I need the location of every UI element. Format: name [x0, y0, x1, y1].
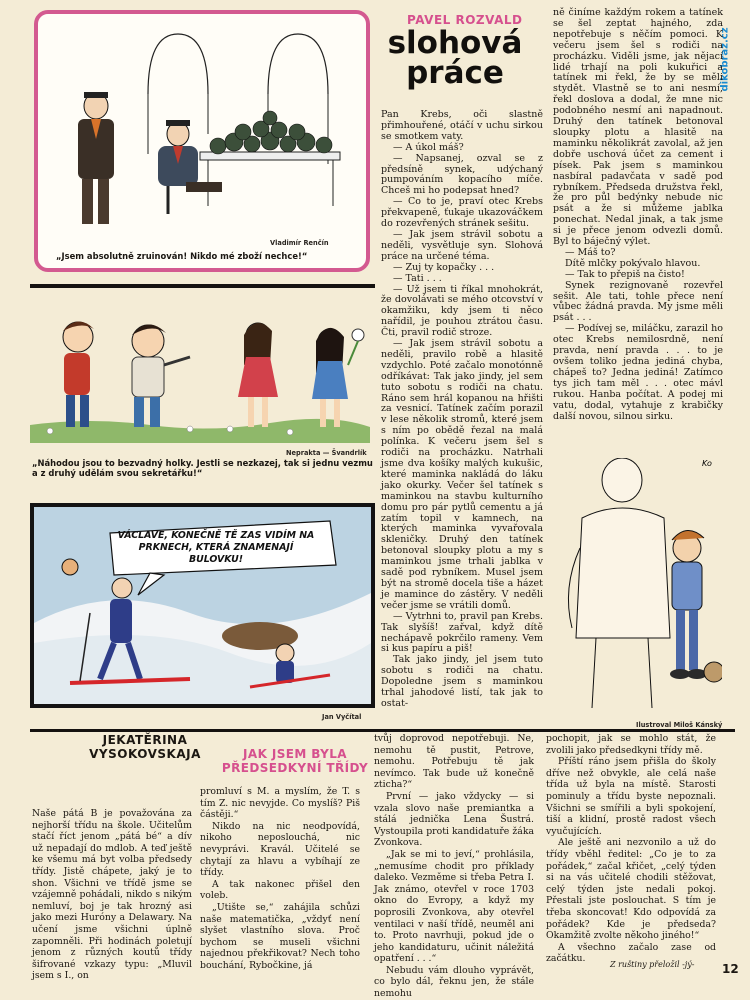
translator-credit: Z ruštiny přeložil -jý-	[610, 960, 695, 969]
paragraph: — Tak to přepiš na čisto!	[565, 268, 685, 280]
divider	[30, 729, 735, 732]
page-number: 12	[722, 962, 739, 976]
story-2-author: JEKATĚRINA VYSOKOVSKAJA	[89, 733, 201, 761]
story-1-author: PAVEL ROZVALD	[407, 13, 523, 27]
paragraph: Pan Krebs, oči slastně přimhouřené, otáčí v uchu sirkou se smotkem vaty.	[381, 109, 543, 142]
paragraph: První — jako vždycky — si vzala slovo naše premiantka a stálá jednička Lena Šustrá. Vystoupila proti kandidatuře žáka Zvonkova.	[374, 790, 534, 849]
paragraph: Nikdo na nic neodpovídá, nikoho neposlouchá, nic nevyprávi. Kravál. Učitelé se chytají za hlavu a vybíhají ze třídy.	[200, 820, 360, 879]
story-2-column-1	[32, 808, 192, 982]
story-1-column-a	[381, 110, 543, 710]
paragraph: A tak nakonec přišel den voleb.	[200, 878, 360, 902]
paragraph: — Tati . . .	[393, 272, 442, 284]
story-1-title: slohová práce	[387, 25, 523, 91]
paragraph: — Máš to?	[565, 246, 616, 258]
paragraph: Příští ráno jsem přišla do školy dříve než obvykle, ale celá naše třída už byla na místě. Starosti pominuly a třídu byste nepoznali. Všichni se smířili a byli spokojení, tiší a klidní, prostě radost všech vyučujících.	[546, 756, 716, 837]
side-url-strip	[719, 16, 747, 106]
paragraph: Synek rezignovaně rozevřel sešit. Ale tati, tohle přece není vůbec žádná pravda. My jsme měli psát . . .	[553, 279, 723, 324]
story-2-column-2	[200, 786, 360, 972]
paragraph: — Vytrhni to, pravil pan Krebs. Tak slyšíš! zařval, když dítě nechápavě pokrčilo rameny. Vem si kus papíru a piš!	[381, 610, 543, 655]
paragraph: „Jak se mi to jeví,“ prohlásila, „nemusíme chodit pro příklady daleko. Vezměme si třeba Petra I. Jak známo, otevřel v roce 1703 okno do Evropy, a když my poprosili Zvonkova, aby otevřel ventilaci v naší třídě, neuměl ani to. Proto navrhuji, pokud jde o jeho kandidaturu, učinit náležitá opatření . . .“	[374, 848, 534, 965]
divider	[30, 284, 375, 288]
paragraph: „Utište se,“ zahájila schůzi naše matematička, „vždyť není slyšet vlastního slova. Proč bychom se museli všichni najednou překřikovat? Nech toho bouchání, Rybočkine, já	[200, 901, 360, 971]
paragraph: — Co to je, praví otec Krebs překvapeně, ťukaje ukazováčkem do rozevřených stránek sešitu.	[381, 196, 543, 230]
cartoon-3-credit: Jan Vyčítal	[322, 713, 362, 721]
cartoon-2-credit: Neprakta — Švandrlík	[286, 449, 367, 457]
story-2-title: JAK JSEM BYLA PŘEDSEDKYNÍ TŘÍDY	[221, 747, 369, 775]
cartoon-2-caption: „Náhodou jsou to bezvadný holky. Jestli se nezkazej, tak si jednu vezmu a z druhý udělám svou sekretářku!“	[32, 458, 373, 478]
paragraph: — Zuj ty kopačky . . .	[393, 261, 495, 273]
paragraph: Ale ještě ani nezvonilo a už do třídy vběhl ředitel: „Co je to za pořádek,“ začal křičet, „celý týden si na vás učitelé chodili stěžovat, celý týden jste nedali pokoj. Přestali jste poslouchat. S tím je třeba skoncovat! Kdo odpovídá za pořádek? Kde je předseda? Okamžitě zvolte někoho jiného!“	[546, 837, 716, 942]
cartoon-neprakta	[30, 295, 370, 443]
paragraph: — Jak jsem strávil sobotu a neděli, pravilo robě a hlasitě vzdychlo. Poté začalo monotónně odříkávat: Tak jako jindy, jel sem tuto sobotu s rodiči na chatu. Ráno sem hrál kopanou na hřišti za vesnicí. Tatínek začím porazil v lese několik stromů, které jsem s ním po obědě řezal na malá polínka. K večeru jsem šel s rodiči na procházku. Natrhali jsme dva košíky malých kukušic, které maminka nakládá do láku jako okurky. Večer šel tatínek s maminkou na stavbu kulturního domu pro pár pytlů cementu a já zatím topil v kamnech, na kterých maminka vyvařovala skleničky. Druhý den tatínek betonoval sloupky plotu a my s maminkou jsme trhali jablka v sadě pod rybníkem. Musel jsem být na stromě docela tiše a házet je mamince do zástěry. V neděli večer jsme se vrátili domů.	[381, 338, 543, 611]
paragraph: Nebudu vám dlouho vyprávět, co bylo dál, řeknu jen, že stále nemohu	[374, 964, 534, 1000]
market-stall-illustration	[38, 14, 366, 268]
cartoon-1-credit: Vladimír Renčín	[270, 239, 329, 247]
kids-flowers-illustration	[30, 295, 370, 443]
paragraph: — A úkol máš?	[393, 141, 464, 153]
paragraph: A všechno začalo zase od začátku.	[546, 941, 716, 965]
cartoon-3-speech: VÁCLAVE, KONEČNĚ TĚ ZAS VIDÍM NA PRKNECH, KTERÁ ZNAMENAJÍ BULOVKU!	[117, 530, 315, 565]
paragraph: — Už jsem ti říkal mnohokrát, že dovolávati se mého otcovství v okamžiku, kdy jsem ti něco nařídil, je pouhou ztrátou času. Čti, pravil rodič stroze.	[381, 283, 543, 339]
paragraph: — Napsanej, ozval se z předsíně synek, udýchaný pumpováním kopacího míče. Chceš mi ho podepsat hned?	[381, 152, 543, 197]
cartoon-kansky	[552, 458, 722, 718]
paragraph: Dítě mlčky pokývalo hlavou.	[565, 257, 701, 269]
cartoon-1-caption: „Jsem absolutně zruinován! Nikdo mé zboží nechce!“	[56, 251, 308, 261]
father-son-illustration	[552, 458, 722, 718]
story-1-column-b	[553, 8, 723, 422]
paragraph: pochopit, jak se mohlo stát, že zvolili jako předsedkyni třídy mě.	[546, 733, 716, 756]
paragraph: — Podívej se, miláčku, zarazil ho otec Krebs nemilosrdně, není pravda, není pravda . . . to je ovšem toliko jedna jediná chyba, chápeš to? Jedna jediná! Zatímco tys jich tam měl . . . otec mávl rukou. Hanba počítat. A podej mi vatu, dodal, vytahuje z krabičky další novou, silnou sirku.	[553, 323, 723, 422]
cartoon-4-signature: Ko	[702, 459, 712, 468]
paragraph: ně činíme každým rokem a tatínek se šel zeptat hajného, zda nepotřebuje s něčím pomoci. K večeru jsem šel s rodiči na procházku. Viděli jsme, jak nějací lidé trhají na poli kukuřici a tatínek mi řekl, že by se měli stydět. Vlastně se to ani nesmí, řekl doslova a dodal, že mne nic podobného nesmí ani napadnout. Druhý den tatínek betonoval sloupky plotu a hlasitě na maminku několikrát zavolal, až jen dobře uschová účet za cement i písek. Pak jsem s maminkou nasbíral padavčata v sadě pod rybníkem. Předseda družstva řekl, že pro půl bedýnky nebude nic psát a že si můžeme jablka ponechat. Nedal jinak, a tak jsme si je přece jenom odvezli domů. Byl to báječný výlet.	[553, 7, 723, 248]
paragraph: — Jak jsem strávil sobotu a neděli, vysvětluje syn. Slohová práce na určené téma.	[381, 228, 543, 262]
cartoon-4-credit: Ilustroval Miloš Kánský	[636, 721, 723, 729]
story-2-column-3	[374, 733, 534, 1000]
story-2-column-4	[546, 733, 716, 965]
paragraph: Naše pátá B je považována za nejhorší třídu na škole. Učitelům stačí říct jenom „pátá bé“ a dív už nepadají do mdlob. A teď ještě ke všemu má byt volba předsedy třídy. Jistě chápete, jaký je to shon. Všichni ve třídě jsme se vzájemně pohádali, nikdo s nikým nemluví, boj je tak hrozný asi jako mezi Huróny a Delawary. Na učení jsme všichni úplně zapomněli. Při hodinách poletují jenom z různých koutů třídy šifrované vzkazy typu: „Mluvil jsem s I., on	[32, 808, 192, 982]
cartoon-renčin	[34, 10, 370, 272]
paragraph: Tak jako jindy, jel jsem tuto sobotu s rodiči na chatu. Dopoledne jsem s maminkou trhal jahodové listí, tak jak to ostat-	[381, 654, 543, 709]
side-url: dikobraz.cz	[719, 27, 731, 92]
paragraph: tvůj doprovod nepotřebuji. Ne, nemohu tě pustit, Petrove, nemohu. Potřebuju tě jak nevímco. Tak bude už konečně zticha?“	[374, 733, 534, 791]
paragraph: promluví s M. a myslím, že T. s tím Z. nic nevyjde. Co myslíš? Piš částěji.“	[200, 786, 360, 821]
